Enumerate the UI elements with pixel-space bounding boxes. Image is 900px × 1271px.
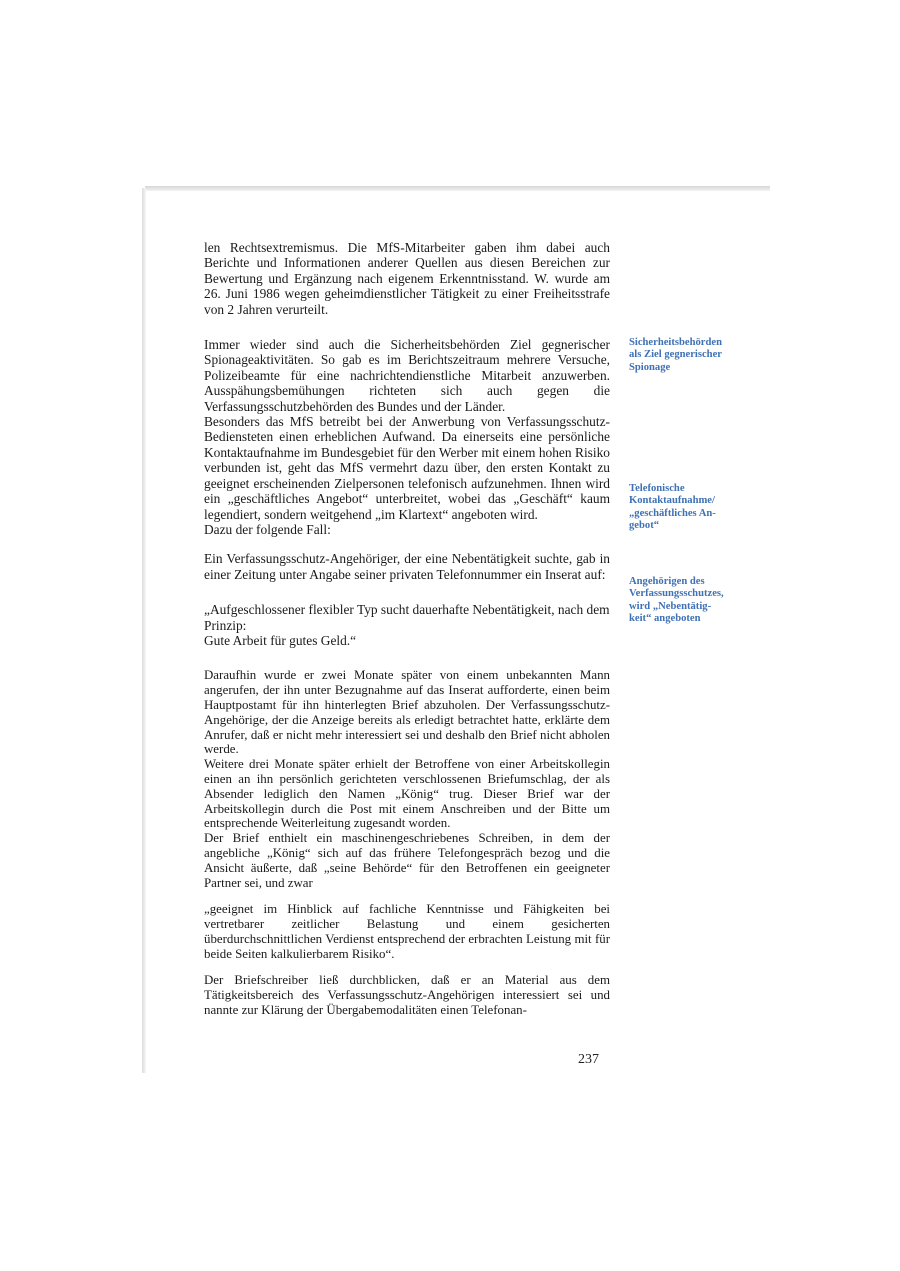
quote-line-2: Gute Arbeit für gutes Geld.“ bbox=[204, 632, 357, 648]
paragraph-5: Ein Verfassungsschutz-Angehöriger, der eine Nebentätigkeit suchte, gab in einer Zeitung unter Angabe seiner privaten Telefonnummer ein Inserat auf: bbox=[204, 551, 610, 582]
quote-line-1: „Aufgeschlossener flexibler Typ sucht dauerhafte Nebentätigkeit, nach dem Prinzip: bbox=[204, 602, 610, 633]
margin-note-line: Kontaktaufnahme/ bbox=[629, 495, 715, 507]
scan-page-edge-left bbox=[142, 188, 146, 1073]
margin-note-line: Spionage bbox=[629, 361, 671, 373]
paragraph-8: Der Brief enthielt ein maschinengeschriebenes Schreiben, in dem der angebliche „König“ sich auf das frühere Telefongespräch bezog und die Ansicht äußerte, daß „seine Behörde“ für den Betroffenen ein geeigneter Partner sei, und zwar bbox=[204, 831, 610, 890]
margin-note-side-job-offer bbox=[629, 576, 759, 626]
scan-page-edge-top bbox=[145, 186, 770, 191]
paragraph-1: len Rechtsextremismus. Die MfS-Mitarbeiter gaben ihm dabei auch Berichte und Informationen anderer Quellen aus diesen Bereichen zur Bewertung und Ergänzung nach eigenem Erkenntnisstand. W. wurde am 26. Juni 1986 wegen geheimdienstlicher Tätigkeit zu einer Freiheitsstrafe von 2 Jahren verurteilt. bbox=[204, 240, 610, 317]
quote-advertisement bbox=[204, 602, 610, 648]
margin-note-security-agencies bbox=[629, 337, 759, 374]
main-text-column bbox=[204, 240, 610, 1018]
page-number: 237 bbox=[578, 1052, 599, 1067]
paragraph-2: Immer wieder sind auch die Sicherheitsbehörden Ziel gegnerischer Spionageaktivitäten. So gab es im Berichtszeitraum mehrere Versuche, Polizeibeamte für eine nachrichtendienstliche Mitarbeit anzuwerben. Ausspähungsbemühungen richteten sich auch gegen die Verfassungsschutzbehörden des Bundes und der Länder. bbox=[204, 337, 610, 414]
margin-note-telephone-contact bbox=[629, 483, 759, 533]
paragraph-9: Der Briefschreiber ließ durchblicken, daß er an Material aus dem Tätigkeitsbereich des Verfassungsschutz-Angehörigen interessiert sei und nannte zur Klärung der Übergabemodalitäten einen Telefonan- bbox=[204, 973, 610, 1018]
margin-note-line: gebot“ bbox=[629, 520, 660, 532]
margin-note-line: keit“ angeboten bbox=[629, 613, 701, 625]
paragraph-6: Daraufhin wurde er zwei Monate später von einem unbekannten Mann angerufen, der ihn unter Bezugnahme auf das Inserat aufforderte, einen beim Hauptpostamt für ihn hinterlegten Brief abzuholen. Der Verfassungsschutz-Angehörige, der die Anzeige bereits als erledigt betrachtet hatte, erklärte dem Anrufer, daß er nicht mehr interessiert sei und deshalb den Brief nicht abholen werde. bbox=[204, 668, 610, 757]
paragraph-7: Weitere drei Monate später erhielt der Betroffene von einer Arbeitskollegin einen an ihn persönlich gerichteten verschlossenen Briefumschlag, der als Absender lediglich den Namen „König“ trug. Dieser Brief war der Arbeitskollegin durch die Post mit einem Anschreiben und der Bitte um entsprechende Weiterleitung zugesandt worden. bbox=[204, 757, 610, 831]
paragraph-3: Besonders das MfS betreibt bei der Anwerbung von Verfassungsschutz-Bediensteten einen erheblichen Aufwand. Da einerseits eine persönliche Kontaktaufnahme im Bundesgebiet für den Werber mit einem hohen Risiko verbunden ist, geht das MfS vermehrt dazu über, den ersten Kontakt zu geeignet erscheinenden Zielpersonen telefonisch aufzunehmen. Ihnen wird ein „geschäftliches Angebot“ unterbreitet, wobei das „Geschäft“ kaum legendiert, sondern weitgehend „im Klartext“ angeboten wird. bbox=[204, 414, 610, 522]
margin-note-line: „geschäftliches An- bbox=[629, 507, 716, 519]
margin-note-line: Verfassungsschutzes, bbox=[629, 588, 724, 600]
paragraph-4: Dazu der folgende Fall: bbox=[204, 521, 331, 537]
margin-note-line: wird „Nebentätig- bbox=[629, 600, 712, 612]
small-text-section bbox=[204, 668, 610, 1018]
margin-note-line: Angehörigen des bbox=[629, 576, 705, 587]
margin-note-line: Sicherheitsbehörden bbox=[629, 337, 722, 348]
quote-letter: „geeignet im Hinblick auf fachliche Kenntnisse und Fähigkeiten bei vertretbarer zeitlicher Belastung und einem gesicherten überdurchschnittlichen Verdienst entsprechend der erbrachten Leistung mit für beide Seiten kalkulierbarem Risiko“. bbox=[204, 902, 610, 961]
margin-note-line: als Ziel gegnerischer bbox=[629, 349, 722, 361]
margin-note-line: Telefonische bbox=[629, 483, 685, 494]
